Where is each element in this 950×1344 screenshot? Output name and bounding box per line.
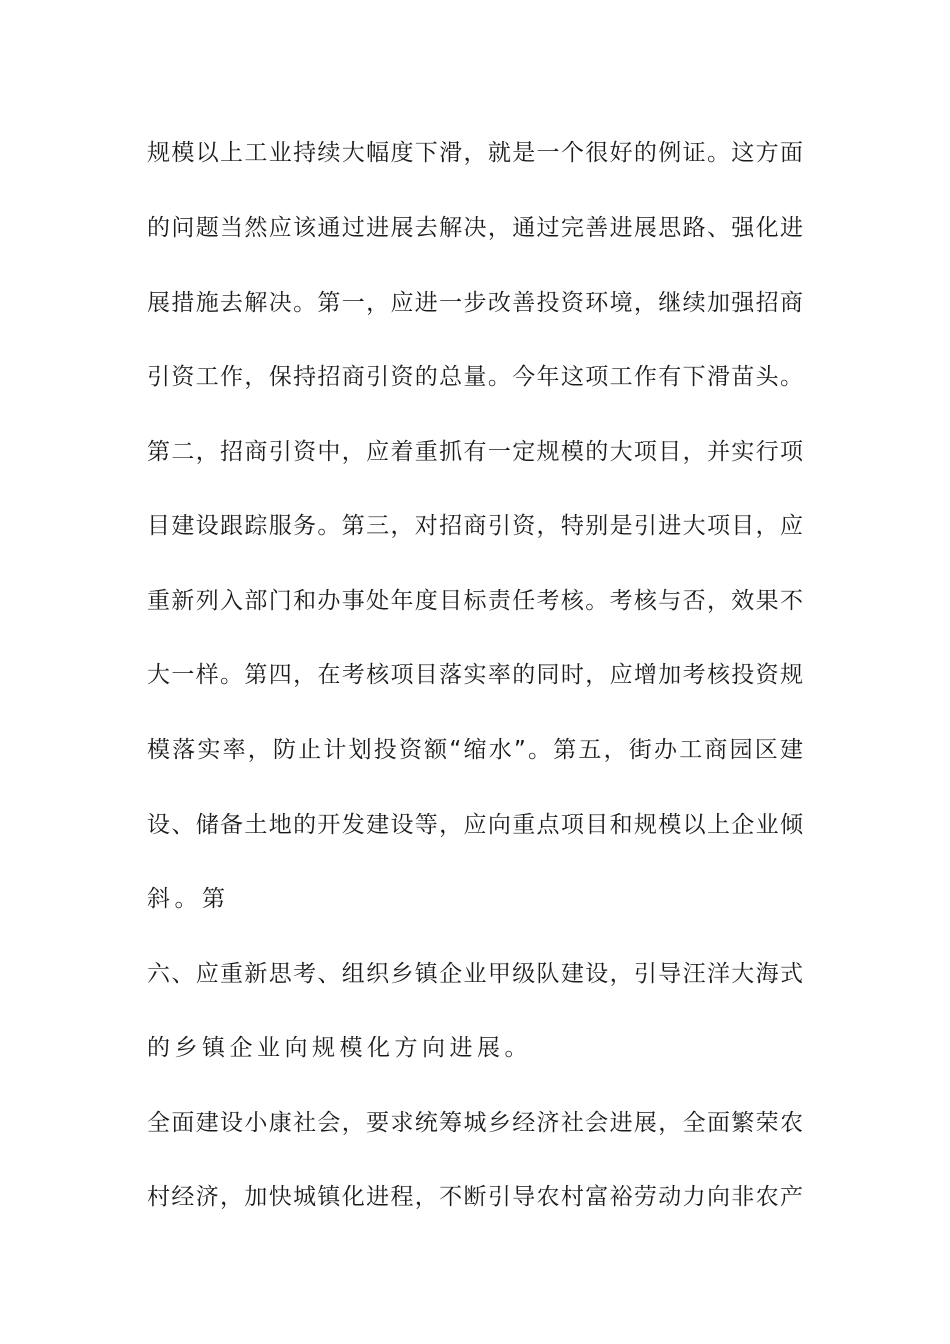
text-line-12: 六、应重新思考、组织乡镇企业甲级队建设，引导汪洋大海式 (147, 961, 803, 987)
text-line-8: 大一样。第四，在考核项目落实率的同时，应增加考核投资规 (147, 662, 803, 688)
text-line-3: 展措施去解决。第一，应进一步改善投资环境，继续加强招商 (147, 290, 803, 316)
text-line-4: 引资工作，保持招商引资的总量。今年这项工作有下滑苗头。 (147, 364, 803, 390)
text-line-15: 村经济，加快城镇化进程，不断引导农村富裕劳动力向非农产 (147, 1184, 803, 1210)
text-line-13: 的乡镇企业向规模化方向进展。 (147, 1035, 532, 1061)
text-line-10: 设、储备土地的开发建设等，应向重点项目和规模以上企业倾 (147, 812, 803, 838)
text-line-11: 斜。第 (147, 886, 230, 912)
text-line-1: 规模以上工业持续大幅度下滑，就是一个很好的例证。这方面 (147, 140, 803, 166)
text-line-6: 目建设跟踪服务。第三，对招商引资，特别是引进大项目，应 (147, 513, 803, 539)
text-line-14: 全面建设小康社会，要求统筹城乡经济社会进展，全面繁荣农 (147, 1110, 803, 1136)
text-line-7: 重新列入部门和办事处年度目标责任考核。考核与否，效果不 (147, 588, 803, 614)
text-line-9: 模落实率，防止计划投资额“缩水”。第五，街办工商园区建 (147, 737, 803, 763)
text-line-2: 的问题当然应该通过进展去解决，通过完善进展思路、强化进 (147, 215, 803, 241)
text-line-5: 第二，招商引资中，应着重抓有一定规模的大项目，并实行项 (147, 439, 803, 465)
